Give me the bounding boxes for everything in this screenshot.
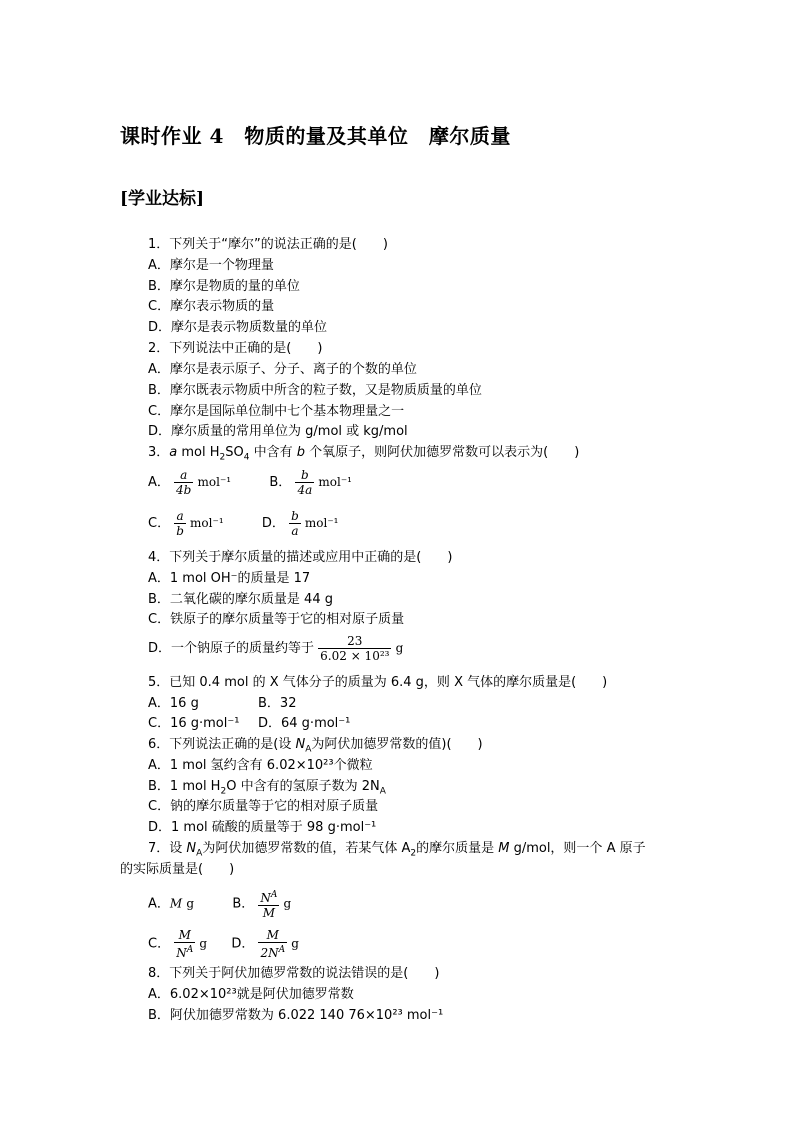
question-1-option-d: D．摩尔是表示物质数量的单位 [148, 320, 328, 335]
fraction [289, 509, 301, 538]
unit: mol⁻¹ [318, 475, 352, 489]
question-8-option-a: A．6.02×10²³就是阿伏加德罗常数 [148, 987, 354, 1002]
q7-var: M [498, 841, 510, 856]
question-3 [148, 445, 579, 466]
option-label: C． [148, 516, 171, 531]
question-7-continued: 的实际质量是( ) [120, 862, 235, 877]
num-text: N [260, 891, 271, 905]
denominator: 4b [176, 483, 192, 497]
question-6 [148, 737, 483, 758]
denominator [258, 943, 287, 960]
q3-text: 个氧原子，则阿伏加德罗常数可以表示为( ) [305, 445, 580, 460]
question-1-option-b: B．摩尔是物质的量的单位 [148, 279, 300, 294]
q3-text: 中含有 [249, 445, 297, 460]
numerator: M [174, 928, 195, 943]
unit: g [199, 936, 208, 951]
question-6-option-b [148, 779, 386, 800]
question-6-option-a: A．1 mol 氢约含有 6.02×10²³个微粒 [148, 758, 373, 773]
q7-text: 7．设 [148, 841, 187, 856]
question-5-options-cd [148, 716, 350, 732]
fraction [318, 634, 391, 663]
option-b: B．32 [258, 696, 297, 711]
question-1-option-c: C．摩尔表示物质的量 [148, 299, 275, 314]
question-4: 4．下列关于摩尔质量的描述或应用中正确的是( ) [148, 550, 453, 565]
unit: g [283, 896, 292, 911]
fraction [258, 928, 287, 960]
question-2: 2．下列说法中正确的是( ) [148, 341, 323, 356]
denominator: M [262, 906, 276, 920]
option-text: D．一个钠原子的质量约等于 [148, 641, 315, 656]
question-8: 8．下列关于阿伏加德罗常数的说法错误的是( ) [148, 966, 440, 981]
q3-sub: 4 [243, 452, 250, 463]
den-sup: A [186, 945, 194, 955]
sub: 2 [220, 786, 227, 797]
question-3-options-cd [148, 509, 339, 538]
denominator: 4a [297, 483, 313, 497]
option-d: D．64 g·mol⁻¹ [258, 716, 351, 731]
q6-text: 6．下列说法正确的是(设 [148, 737, 296, 752]
fraction [174, 509, 186, 538]
q7-text: 为阿伏加德罗常数的值，若某气体 A [202, 841, 411, 856]
q7-text: 的摩尔质量是 [416, 841, 499, 856]
denominator: a [291, 524, 299, 538]
q7-sub: A [196, 848, 203, 859]
q7-var: N [186, 841, 197, 856]
numerator: 23 [318, 634, 391, 649]
question-2-option-b: B．摩尔既表示物质中所含的粒子数，又是物质质量的单位 [148, 383, 482, 398]
numerator [258, 888, 279, 906]
page-title: 课时作业 4 物质的量及其单位 摩尔质量 [120, 124, 511, 148]
unit: mol⁻¹ [197, 475, 232, 489]
option-label: D． [231, 936, 255, 952]
q3-text: mol H [177, 445, 220, 460]
option-label: C． [148, 936, 171, 952]
option-label: A． [148, 475, 170, 490]
unit: g [395, 641, 404, 655]
numerator: b [291, 509, 299, 523]
q6-sub: A [305, 744, 312, 755]
question-1: 1．下列关于“摩尔”的说法正确的是( ) [148, 237, 388, 252]
question-4-option-b: B．二氧化碳的摩尔质量是 44 g [148, 592, 333, 607]
den-text: N [176, 946, 187, 960]
q3-var-b: b [296, 445, 306, 460]
unit: mol⁻¹ [190, 516, 224, 530]
q7-sub: 2 [410, 848, 417, 859]
sub: A [379, 786, 386, 797]
var: M [169, 896, 183, 911]
question-6-option-c: C．钠的摩尔质量等于它的相对原子质量 [148, 799, 379, 814]
option-label: B． [232, 896, 255, 912]
numerator: b [295, 468, 314, 483]
fraction [174, 928, 195, 960]
denominator: b [176, 524, 184, 538]
question-5: 5．已知 0.4 mol 的 X 气体分子的质量为 6.4 g，则 X 气体的摩尔质量是( ) [148, 675, 608, 690]
q3-number: 3． [148, 445, 170, 460]
unit: g [291, 936, 299, 951]
unit: g [186, 896, 195, 911]
question-6-option-d: D．1 mol 硫酸的质量等于 98 g·mol⁻¹ [148, 820, 377, 835]
question-7-options-cd [148, 928, 299, 960]
fraction [174, 468, 193, 497]
option-label: B． [269, 475, 292, 490]
q6-text: 为阿伏加德罗常数的值)( ) [311, 737, 483, 752]
option-label: A． [148, 896, 170, 912]
option-text: B．1 mol H [148, 779, 221, 794]
fraction [295, 468, 314, 497]
question-4-option-a: A．1 mol OH⁻的质量是 17 [148, 571, 311, 586]
q6-var: N [295, 737, 306, 752]
denominator: 6.02 × 10²³ [320, 649, 390, 663]
option-label: D． [261, 516, 285, 531]
numerator: a [174, 468, 193, 483]
question-7-options-ab [148, 888, 291, 920]
fraction [258, 888, 279, 920]
q7-text: g/mol，则一个 A 原子 [509, 841, 646, 856]
den-sup: A [278, 945, 286, 955]
option-c: C．16 g·mol⁻¹ [148, 716, 240, 731]
den-text: 2N [260, 946, 279, 960]
question-4-option-d [148, 634, 403, 663]
num-sup: A [270, 890, 278, 900]
unit: mol⁻¹ [304, 516, 339, 530]
q3-var-a: a [169, 445, 178, 460]
q3-text: SO [225, 445, 244, 460]
question-5-options-ab [148, 696, 296, 712]
option-text: O 中含有的氢原子数为 2N [226, 779, 380, 794]
question-7 [148, 841, 646, 862]
question-4-option-c: C．铁原子的摩尔质量等于它的相对原子质量 [148, 612, 405, 627]
section-heading: [学业达标] [120, 189, 205, 209]
question-2-option-c: C．摩尔是国际单位制中七个基本物理量之一 [148, 404, 405, 419]
question-2-option-d: D．摩尔质量的常用单位为 g/mol 或 kg/mol [148, 424, 408, 439]
numerator: M [258, 928, 287, 943]
denominator [174, 943, 195, 960]
numerator: a [174, 509, 186, 524]
question-2-option-a: A．摩尔是表示原子、分子、离子的个数的单位 [148, 362, 417, 377]
question-8-option-b: B．阿伏加德罗常数为 6.022 140 76×10²³ mol⁻¹ [148, 1008, 444, 1023]
option-a: A．16 g [148, 696, 199, 711]
q3-sub: 2 [219, 452, 226, 463]
question-1-option-a: A．摩尔是一个物理量 [148, 258, 274, 273]
question-3-options-ab [148, 468, 352, 497]
